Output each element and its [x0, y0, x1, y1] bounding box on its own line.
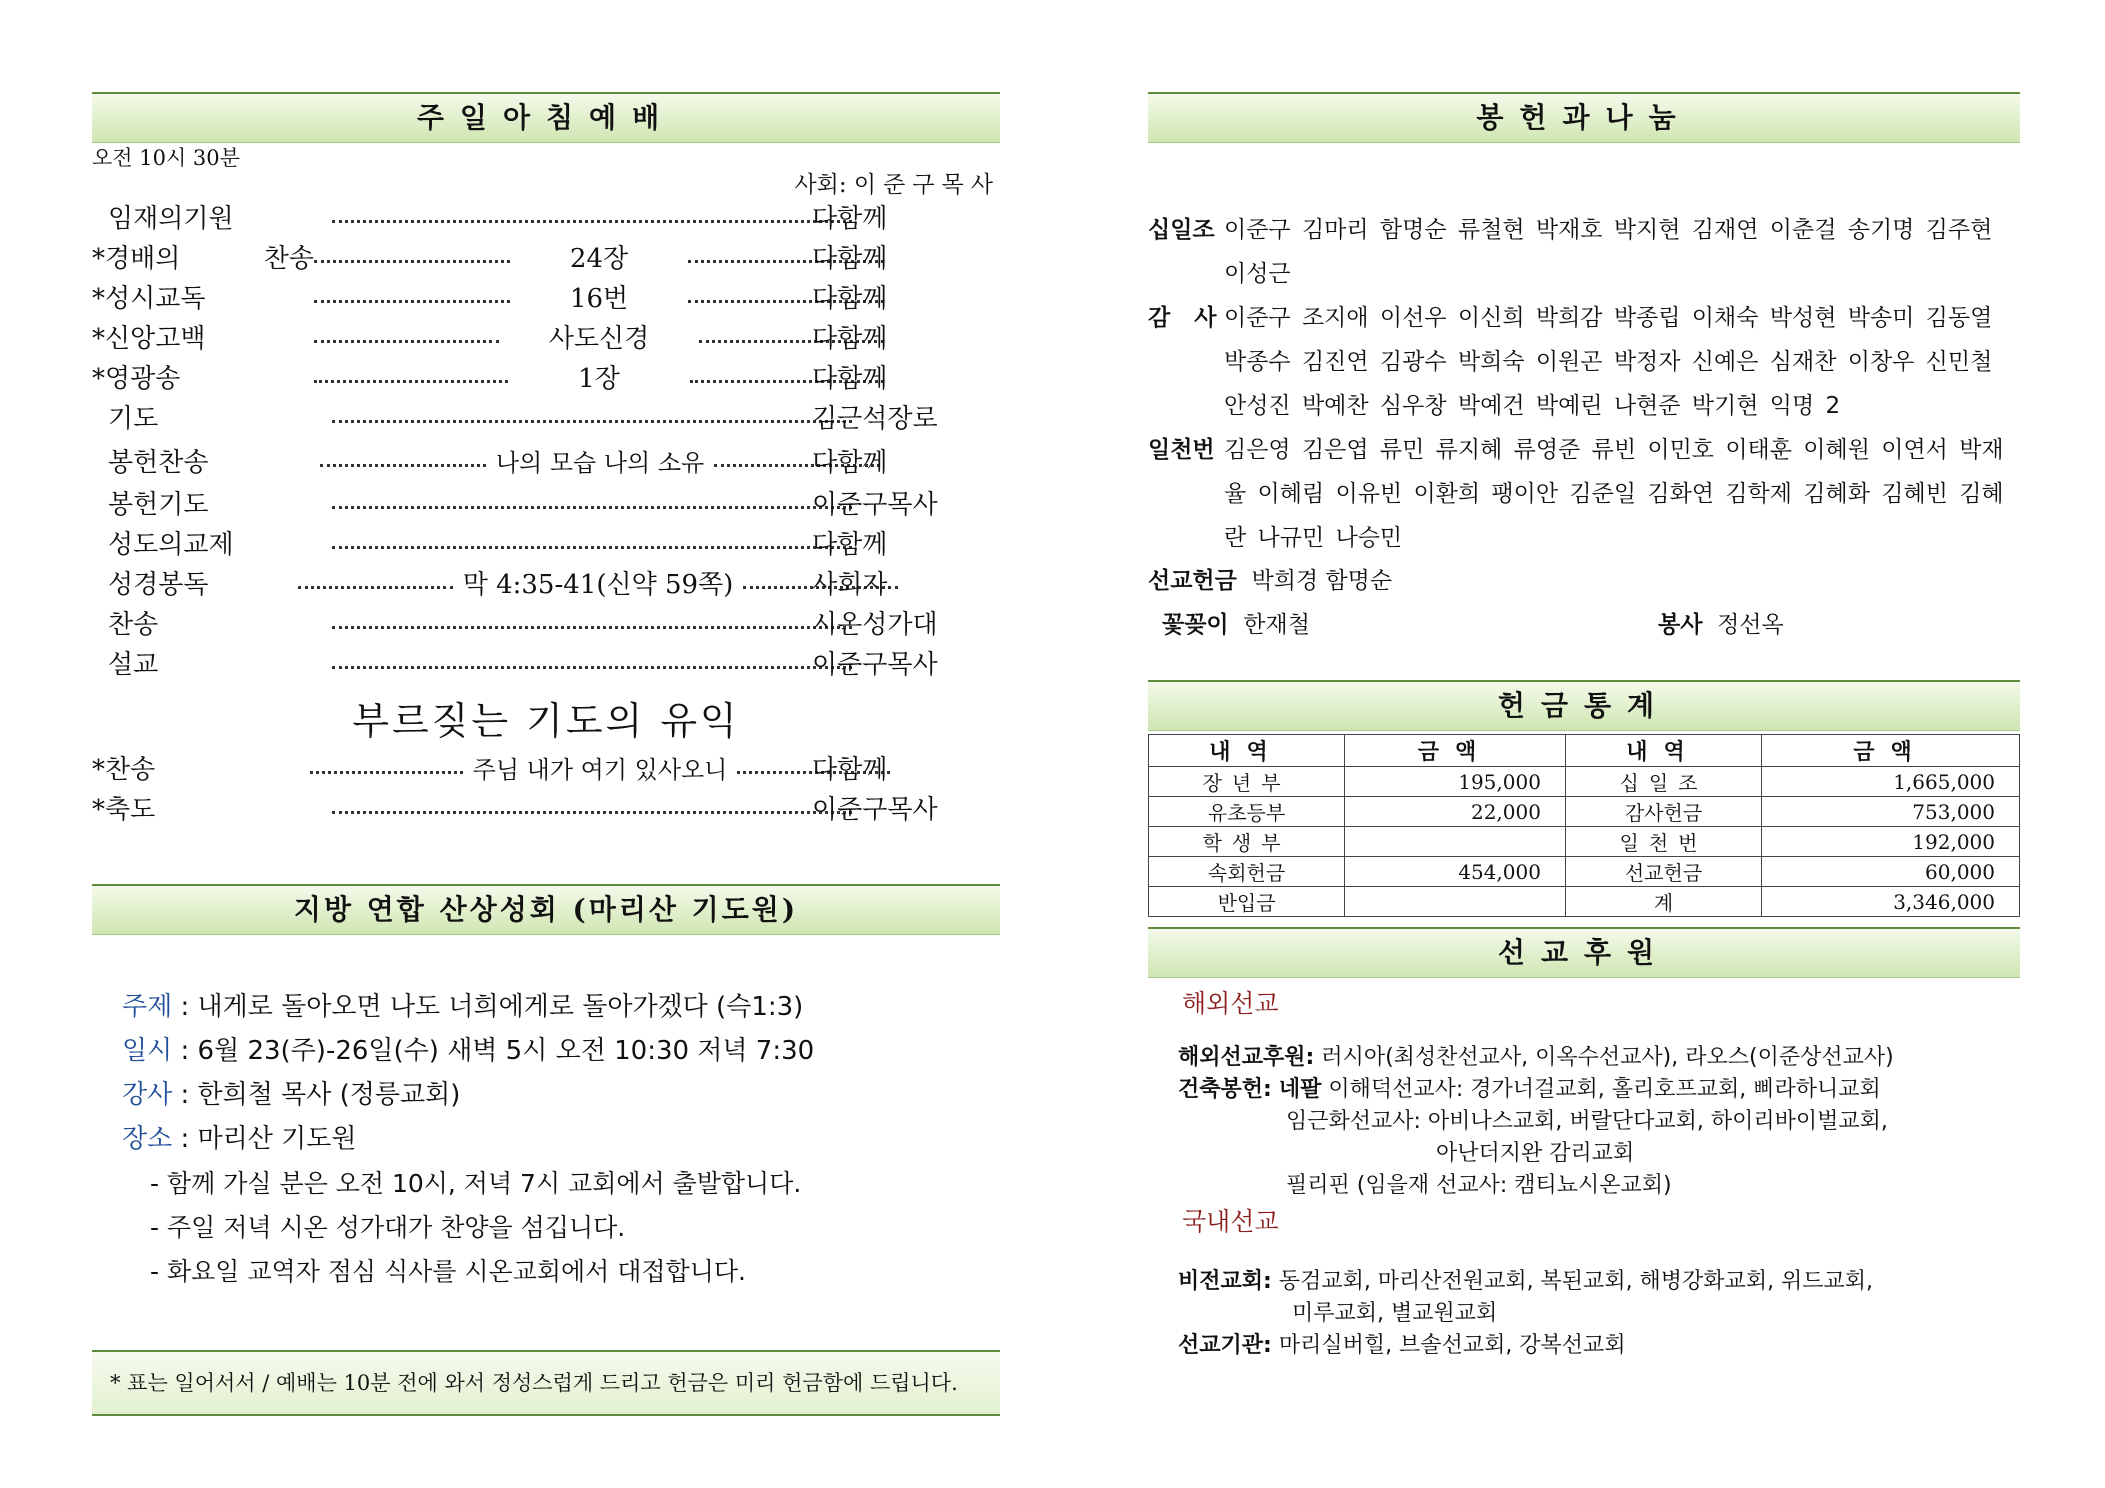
building-label: 건축봉헌: [1178, 1077, 1272, 1102]
mission-orgs: 선교기관: 마리실버힐, 브솔선교회, 강복선교회 [1178, 1333, 1626, 1358]
order-item-who: 다함께 [812, 324, 888, 354]
mission-offering: 선교헌금 박희경 함명순 [1148, 568, 1393, 594]
order-item-content: 1장 [578, 364, 620, 394]
table-cell [1345, 887, 1566, 917]
order-item [92, 645, 1000, 685]
org-label: 선교기관: [1178, 1333, 1272, 1358]
order-item-who: 다함께 [812, 284, 888, 314]
table-cell: 반입금 [1149, 887, 1345, 917]
retreat-date: 일시 : 6월 23(주)-26일(수) 새벽 5시 오전 10:30 저녁 7:30 [122, 1036, 815, 1066]
order-item-label: 성도의교제 [108, 530, 234, 560]
table-cell: 유초등부 [1149, 797, 1345, 827]
order-item-label: *성시교독 [92, 284, 206, 314]
table-cell: 454,000 [1345, 857, 1566, 887]
table-cell: 195,000 [1345, 767, 1566, 797]
building-line: 필리핀 (임을재 선교사: 캠티뇨시온교회) [1286, 1173, 1672, 1198]
table-cell: 60,000 [1762, 857, 2020, 887]
vision-label: 비전교회: [1178, 1269, 1272, 1294]
building-line: 임근화선교사: 아비나스교회, 버랄단다교회, 하이리바이벌교회, [1286, 1109, 1888, 1134]
order-item [92, 399, 1000, 439]
table-cell: 감사헌금 [1565, 797, 1761, 827]
overseas-mission-title: 해외선교 [1182, 989, 1279, 1018]
retreat-note: - 함께 가실 분은 오전 10시, 저녁 7시 교회에서 출발합니다. [150, 1169, 802, 1198]
building-country: 네팔 [1278, 1077, 1322, 1102]
table-cell: 1,665,000 [1762, 767, 2020, 797]
flower-label: 꽃꽂이 [1162, 612, 1229, 638]
table-cell: 192,000 [1762, 827, 2020, 857]
footer-note: * 표는 일어서서 / 예배는 10분 전에 와서 정성스럽게 드리고 헌금은 미리 헌금함에 드립니다. [92, 1350, 1000, 1416]
table-cell: 계 [1565, 887, 1761, 917]
order-item-who: 다함께 [812, 204, 888, 234]
thanks-label: 감 사 [1148, 305, 1225, 331]
host-name: 이준구목사 [853, 172, 1000, 198]
order-item-label: *영광송 [92, 364, 181, 394]
order-item [92, 319, 1000, 359]
order-item-who: 이준구목사 [812, 795, 938, 825]
worship-host [794, 166, 1000, 199]
retreat-theme-label: 주제 [122, 992, 173, 1022]
table-header: 내역 [1149, 735, 1345, 767]
order-item-who: 김근석장로 [812, 404, 938, 434]
vision-churches-line: 미루교회, 별교원교회 [1292, 1301, 1498, 1326]
domestic-mission-title: 국내선교 [1182, 1207, 1279, 1236]
retreat-date-label: 일시 [122, 1036, 173, 1066]
order-item [92, 525, 1000, 565]
order-item-label: *경배의 찬송 [92, 244, 314, 274]
order-item [92, 279, 1000, 319]
offering-stats-table [1148, 734, 2020, 917]
table-header: 내역 [1565, 735, 1761, 767]
table-cell: 22,000 [1345, 797, 1566, 827]
retreat-place: 장소 : 마리산 기도원 [122, 1124, 357, 1154]
order-item [92, 199, 1000, 239]
retreat-speaker-label: 강사 [122, 1080, 173, 1110]
table-cell: 장년부 [1149, 767, 1345, 797]
retreat-theme: 주제 : 내게로 돌아오면 나도 너희에게로 돌아가겠다 (슥1:3) [122, 992, 804, 1022]
sermon-title: 부르짖는 기도의 유익 [352, 699, 740, 743]
order-item [92, 605, 1000, 645]
order-item-label: 성경봉독 [108, 570, 209, 600]
worship-time: 오전 10시 30분 [92, 146, 240, 170]
retreat-note: - 주일 저녁 시온 성가대가 찬양을 섬깁니다. [150, 1213, 626, 1242]
order-item-content: 24장 [569, 244, 629, 274]
order-item-content: 16번 [569, 284, 629, 314]
table-header: 금액 [1762, 735, 2020, 767]
thanks-names: 이준구 조지애 이선우 이신희 박희감 박종립 이채숙 박성현 박송미 김동열 박종수 김진연 김광수 박희숙 이원곤 박정자 신예은 심재찬 이창우 신민철 안성진 박예찬 심우창 박예건 박예린 나현준 박기현 익명 2 [1224, 305, 1993, 419]
building-line: 아난더지완 감리교회 [1436, 1141, 1635, 1166]
flower-offering: 꽃꽂이 한재철 [1162, 612, 1310, 638]
order-item-label: 봉헌기도 [108, 490, 209, 520]
table-cell: 일천번 [1565, 827, 1761, 857]
order-item-who: 이준구목사 [812, 650, 938, 680]
retreat-title: 지방 연합 산상성회 (마리산 기도원) [92, 884, 1000, 935]
order-item-label: 봉헌찬송 [108, 448, 209, 478]
order-item-who: 다함께 [812, 755, 888, 785]
order-item-content: 주님 내가 여기 있사오니 [472, 756, 728, 784]
table-cell: 753,000 [1762, 797, 2020, 827]
order-item-label: 찬송 [108, 610, 159, 640]
table-cell: 3,346,000 [1762, 887, 2020, 917]
retreat-place-label: 장소 [122, 1124, 173, 1154]
order-item-who: 다함께 [812, 448, 888, 478]
order-item-label: 임재의기원 [108, 204, 234, 234]
service-label: 봉사 [1658, 612, 1703, 638]
order-item-who: 사회자 [812, 570, 888, 600]
order-item-who: 다함께 [812, 244, 888, 274]
offering-title: 봉헌과나눔 [1148, 92, 2020, 143]
table-row [1149, 857, 2020, 887]
ilcheon-names: 김은영 김은엽 류민 류지혜 류영준 류빈 이민호 이태훈 이혜원 이연서 박재율 이혜림 이유빈 이환희 팽이안 김준일 김화연 김학제 김혜화 김혜빈 김혜란 나규민 나승민 [1224, 437, 2004, 551]
missions-title: 선교후원 [1148, 927, 2020, 978]
order-item [92, 790, 1000, 830]
table-cell: 속회헌금 [1149, 857, 1345, 887]
order-item [92, 750, 1000, 790]
service-offering: 봉사 정선옥 [1658, 612, 1784, 638]
mission-offering-label: 선교헌금 [1148, 568, 1237, 594]
order-item-content: 나의 모습 나의 소유 [495, 449, 705, 477]
order-item-label: 기도 [108, 404, 159, 434]
order-item-label: *축도 [92, 795, 156, 825]
table-header: 금액 [1345, 735, 1566, 767]
host-label: 사회: [794, 172, 847, 198]
worship-title: 주일아침예배 [92, 92, 1000, 143]
overseas-support-label: 해외선교후원: [1178, 1045, 1315, 1070]
order-item [92, 443, 1000, 483]
overseas-support: 해외선교후원: 러시아(최성찬선교사, 이옥수선교사), 라오스(이준상선교사) [1178, 1045, 1894, 1070]
order-item-label: *신앙고백 [92, 324, 206, 354]
vision-churches: 비전교회: 동검교회, 마리산전원교회, 복된교회, 해병강화교회, 위드교회, [1178, 1269, 1874, 1294]
order-item-who: 다함께 [812, 364, 888, 394]
order-item [92, 239, 1000, 279]
table-cell: 선교헌금 [1565, 857, 1761, 887]
retreat-speaker: 강사 : 한희철 목사 (정릉교회) [122, 1080, 461, 1110]
order-item [92, 359, 1000, 399]
order-item-label: *찬송 [92, 755, 156, 785]
building-offering: 건축봉헌: 네팔 이해덕선교사: 경가너걸교회, 홀리호프교회, 삐라하니교회 [1178, 1077, 1881, 1102]
table-cell: 십일조 [1565, 767, 1761, 797]
order-item-content: 막 4:35-41(신약 59쪽) [462, 570, 734, 600]
table-cell: 학생부 [1149, 827, 1345, 857]
order-item-content: 사도신경 [548, 324, 650, 354]
tithe-names: 이준구 김마리 함명순 류철현 박재호 박지현 김재연 이춘걸 송기명 김주현 이성근 [1224, 217, 1993, 287]
order-item [92, 565, 1000, 605]
order-item-who: 시온성가대 [812, 610, 938, 640]
order-item-who: 다함께 [812, 530, 888, 560]
table-row [1149, 797, 2020, 827]
table-cell [1345, 827, 1566, 857]
stats-title: 헌금통계 [1148, 680, 2020, 731]
tithe-label: 십일조 [1148, 217, 1215, 243]
order-item-who: 이준구목사 [812, 490, 938, 520]
table-header-row [1149, 735, 2020, 767]
order-item [92, 485, 1000, 525]
retreat-note: - 화요일 교역자 점심 식사를 시온교회에서 대접합니다. [150, 1257, 746, 1286]
table-row [1149, 887, 2020, 917]
ilcheon-label: 일천번 [1148, 437, 1215, 463]
table-row [1149, 767, 2020, 797]
table-row [1149, 827, 2020, 857]
order-item-label: 설교 [108, 650, 159, 680]
